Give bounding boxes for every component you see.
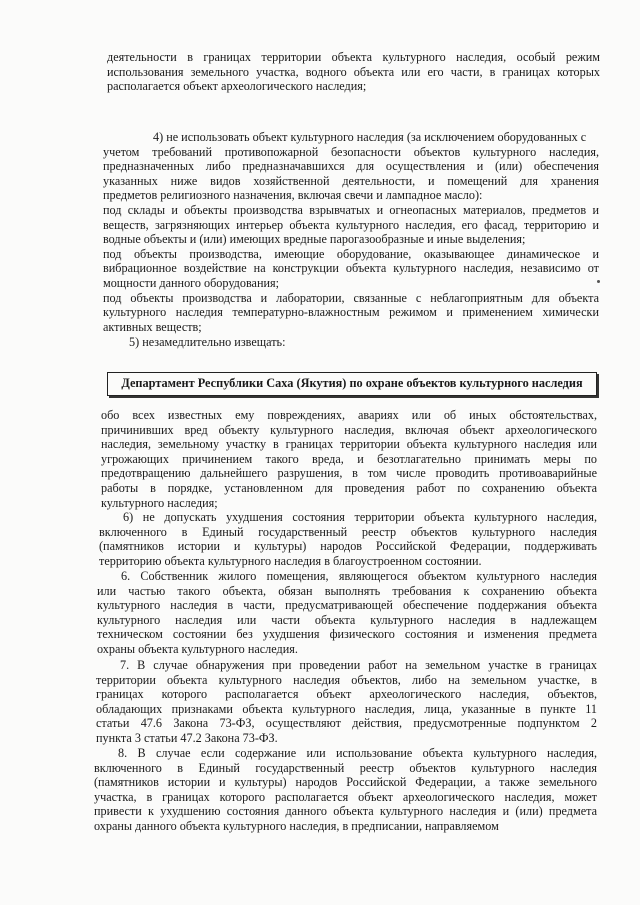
text-line: культурного наследия температурно-влажностным режимом и применением химически (103, 305, 599, 320)
text-line: привести к ухудшению состояния данного объекта культурного наследия и (или) предмета (94, 804, 597, 819)
text-line: статьи 47.6 Закона 73-ФЗ, осуществляют действия, предусмотренные подпунктом 2 (96, 716, 597, 731)
text-line: культурного наследия в части, предусматривающей обеспечение поддержания объекта (97, 598, 597, 613)
item-5-continuation (101, 408, 597, 510)
text-line: предотвращению дальнейшего разрушения, в том числе проводить противоаварийные (101, 466, 597, 481)
item-7-paragraph (96, 658, 597, 746)
text-line: или частью такого объекта, обязан выполнять требования к сохранению объекта (97, 583, 597, 598)
text-line: культурного наследия; (101, 495, 218, 510)
text-line: под склады и объекты производства взрывчатых и огнеопасных материалов, предметов и (103, 202, 599, 217)
text-line: предметов религиозного назначения, включая свечи и лампадное масло): (103, 188, 483, 203)
text-line: мощности данного оборудования; (103, 275, 279, 290)
text-line: под объекты производства и лаборатории, связанные с неблагоприятным для объекта (103, 290, 599, 305)
text-line: под объекты производства, имеющие оборудование, оказывающее динамическое и (103, 246, 599, 261)
text-line: охраны объекта культурного наследия. (97, 641, 298, 656)
text-line: причинивших вред объекту культурного наследия, включая объект археологического (101, 422, 597, 437)
text-line: использования земельного участка, водного объекта или его части, в границах которых (107, 64, 600, 79)
text-line: угрожающих причинением такого вреда, и безотлагательно принимать меры по (101, 451, 597, 466)
text-line: обладающих признаками объекта культурного наследия, лица, указанные в пункте 11 (96, 701, 597, 716)
top-paragraph (107, 50, 600, 94)
text-line: участка, в границах которого располагается объект археологического наследия, может (94, 789, 597, 804)
text-line: работы в порядке, установленном для проведения работ по сохранению объекта (101, 480, 597, 495)
item-6-paragraph (97, 569, 597, 657)
text-line: активных веществ; (103, 319, 202, 334)
text-line: наследия, земельному участку в границах территории объекта культурного наследия или (101, 437, 597, 452)
text-line: 6. Собственник жилого помещения, являющегося объектом культурного наследия (121, 569, 597, 583)
text-line: водные объекты и (или) имеющих вредные парогазообразные и иные выделения; (103, 232, 526, 247)
text-line: 6) не допускать ухудшения состояния территории объекта культурного наследия, (123, 510, 597, 524)
text-line: границах которого располагается объект археологического наследия, объектов, (96, 687, 597, 702)
text-line: культурного наследия или части объекта культурного наследия в надлежащем (97, 612, 597, 627)
text-line: территорию объекта культурного наследия в благоустроенном состоянии. (99, 553, 482, 568)
text-line: предназначенных либо предназначавшихся для осуществления и (или) обеспечения (103, 159, 599, 174)
item-5-heading: 5) незамедлительно извещать: (129, 335, 286, 350)
department-name: Департамент Республики Саха (Якутия) по охране объектов культурного наследия (121, 376, 583, 390)
text-line: пункта 3 статьи 47.2 Закона 73-ФЗ. (96, 730, 278, 745)
text-line: располагается объект археологического наследия; (107, 79, 367, 94)
item-4-heading: 4) не использовать объект культурного наследия (за исключением оборудованных с (153, 130, 587, 144)
text-line: техническом состоянии без ухудшения физического состояния и изменения предмета (97, 627, 597, 642)
department-box (107, 372, 597, 396)
item-4-paragraph (103, 130, 599, 350)
text-line: учетом требований противопожарной безопасности объектов культурного наследия, (103, 144, 599, 159)
text-line: (памятников истории и культуры) народов Российской Федерации, поддерживать (99, 539, 597, 554)
text-line: веществ, загрязняющих интерьер объекта культурного наследия, его фасад, территорию и (103, 217, 599, 232)
text-line: 8. В случае если содержание или использование объекта культурного наследия, (118, 746, 597, 760)
text-line: обо всех известных ему повреждениях, авариях или об иных обстоятельствах, (101, 408, 597, 422)
text-line: включенного в Единый государственный реестр объектов культурного наследия (99, 524, 597, 539)
text-line: вибрационное воздействие на конструкции объекта культурного наследия, независимо от (103, 261, 599, 276)
item-6a-paragraph (99, 510, 597, 568)
text-line: включенного в Единый государственный реестр объектов культурного наследия (94, 760, 597, 775)
text-line: указанных ниже видов хозяйственной деятельности, и помещений для хранения (103, 173, 599, 188)
item-8-paragraph (94, 746, 597, 834)
text-line: (памятников истории и культуры) народов Российской Федерации, а также земельного (94, 775, 597, 790)
text-line: охраны данного объекта культурного наследия, в предписании, направляемом (94, 818, 499, 833)
text-line: 7. В случае обнаружения при проведении работ на земельном участке в границах (120, 658, 597, 672)
text-line: территории объекта культурного наследия объектов, либо на земельном участке, в (96, 672, 597, 687)
scan-speck (597, 280, 600, 283)
text-line: деятельности в границах территории объекта культурного наследия, особый режим (107, 50, 600, 64)
